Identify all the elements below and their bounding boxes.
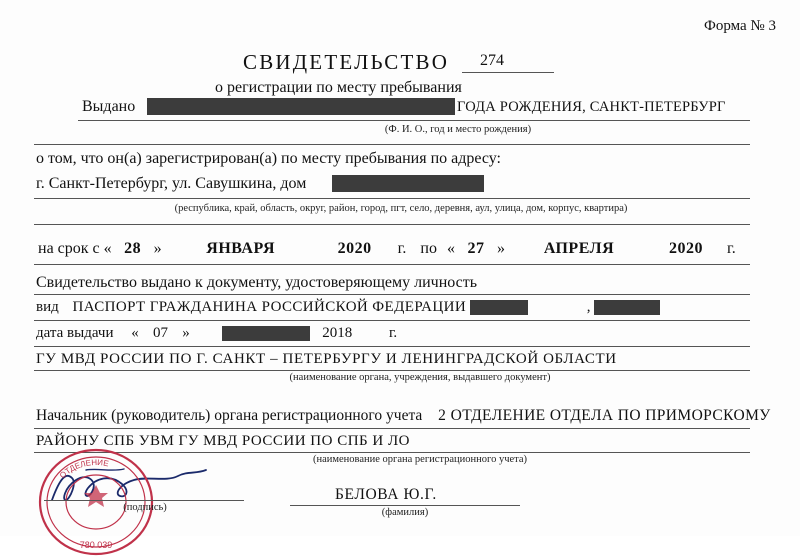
identity-document-rule: [34, 294, 750, 295]
term-from-year: 2020: [337, 240, 372, 257]
page-title: СВИДЕТЕЛЬСТВО: [243, 50, 450, 74]
official-name: БЕЛОВА Ю.Г.: [335, 486, 437, 503]
name-rule: [290, 505, 520, 506]
term-quote-open-2: «: [446, 240, 455, 257]
fio-rule: [34, 144, 750, 145]
document-date-rule: [34, 346, 750, 347]
document-series-comma: ,: [586, 299, 591, 315]
term-from-year-mark: г.: [397, 240, 407, 257]
signature-rule: [44, 500, 244, 501]
document-date-quote-open: «: [131, 325, 139, 341]
issuing-authority: ГУ МВД РОССИИ ПО Г. САНКТ – ПЕТЕРБУРГУ И ЛЕНИНГРАДСКОЙ ОБЛАСТИ: [36, 351, 617, 367]
term-to-month: АПРЕЛЯ: [543, 240, 615, 257]
address-rule: [34, 198, 750, 199]
signature-caption: (подпись): [123, 502, 167, 513]
redacted-number-block: [594, 300, 660, 315]
issued-birth-place-text: ГОДА РОЖДЕНИЯ, САНКТ-ПЕТЕРБУРГ: [457, 99, 726, 115]
certificate-number-rule: [462, 72, 554, 73]
redacted-month-block: [222, 326, 310, 341]
certificate-number: 274: [480, 52, 504, 69]
redacted-address-block: [332, 175, 484, 192]
term-prefix: на срок с: [38, 240, 100, 257]
term-to-day: 27: [467, 240, 485, 257]
term-quote-close: »: [153, 240, 162, 257]
issuing-authority-caption: (наименование органа, учреждения, выдавшего документ): [289, 372, 551, 383]
chief-value-second: РАЙОНУ СПБ УВМ ГУ МВД РОССИИ ПО СПБ И ЛО: [36, 433, 411, 449]
term-to-year: 2020: [668, 240, 703, 257]
document-date-year: 2018: [322, 325, 353, 341]
chief-caption: (наименование органа регистрационного учета): [312, 454, 528, 465]
term-rule: [34, 264, 750, 265]
issuing-authority-rule: [34, 370, 750, 371]
address-line: г. Санкт-Петербург, ул. Савушкина, дом: [36, 175, 307, 192]
chief-rule: [34, 428, 750, 429]
identity-document-statement: Свидетельство выдано к документу, удостоверяющему личность: [36, 274, 478, 291]
term-quote-open: «: [103, 240, 112, 257]
issued-rule: [78, 120, 750, 121]
stamp-top-text: ОТДЕЛЕНИЕ: [58, 457, 110, 481]
form-number: Форма № 3: [704, 18, 776, 34]
document-kind-row: [36, 299, 639, 316]
fio-caption: (Ф. И. О., год и место рождения): [384, 124, 532, 135]
term-from-month: ЯНВАРЯ: [206, 240, 276, 257]
document-date-quote-close: »: [182, 325, 190, 341]
page-subtitle: о регистрации по месту пребывания: [215, 79, 462, 96]
term-to-year-mark: г.: [726, 240, 736, 257]
chief-row: [36, 407, 771, 425]
document-kind-label: вид: [36, 299, 59, 315]
issued-label: Выдано: [82, 98, 136, 115]
document-date-row: [36, 325, 397, 342]
term-middle: по: [420, 240, 437, 257]
document-kind-rule: [34, 320, 750, 321]
name-caption: (фамилия): [381, 507, 429, 518]
term-quote-close-2: »: [496, 240, 505, 257]
document-date-label: дата выдачи: [36, 325, 114, 341]
term-row: [38, 240, 736, 258]
address-rule-second: [34, 224, 750, 225]
document-kind-value: ПАСПОРТ ГРАЖДАНИНА РОССИЙСКОЙ ФЕДЕРАЦИИ: [72, 299, 467, 315]
redacted-name-block: [147, 98, 455, 115]
chief-value-first: 2 ОТДЕЛЕНИЕ ОТДЕЛА ПО ПРИМОРСКОМУ: [438, 407, 771, 424]
address-caption: (республика, край, область, округ, район, город, пгт, село, деревня, аул, улица, дом, корпус, квартира): [174, 203, 628, 214]
stamp-bottom-text: 780 039: [79, 540, 113, 550]
document-date-year-mark: г.: [388, 325, 398, 341]
registration-statement: о том, что он(а) зарегистрирован(а) по месту пребывания по адресу:: [36, 150, 501, 167]
chief-label: Начальник (руководитель) органа регистрационного учета: [36, 407, 423, 424]
term-from-day: 28: [124, 240, 142, 257]
document-date-day: 07: [152, 325, 168, 341]
redacted-series-block: [470, 300, 528, 315]
